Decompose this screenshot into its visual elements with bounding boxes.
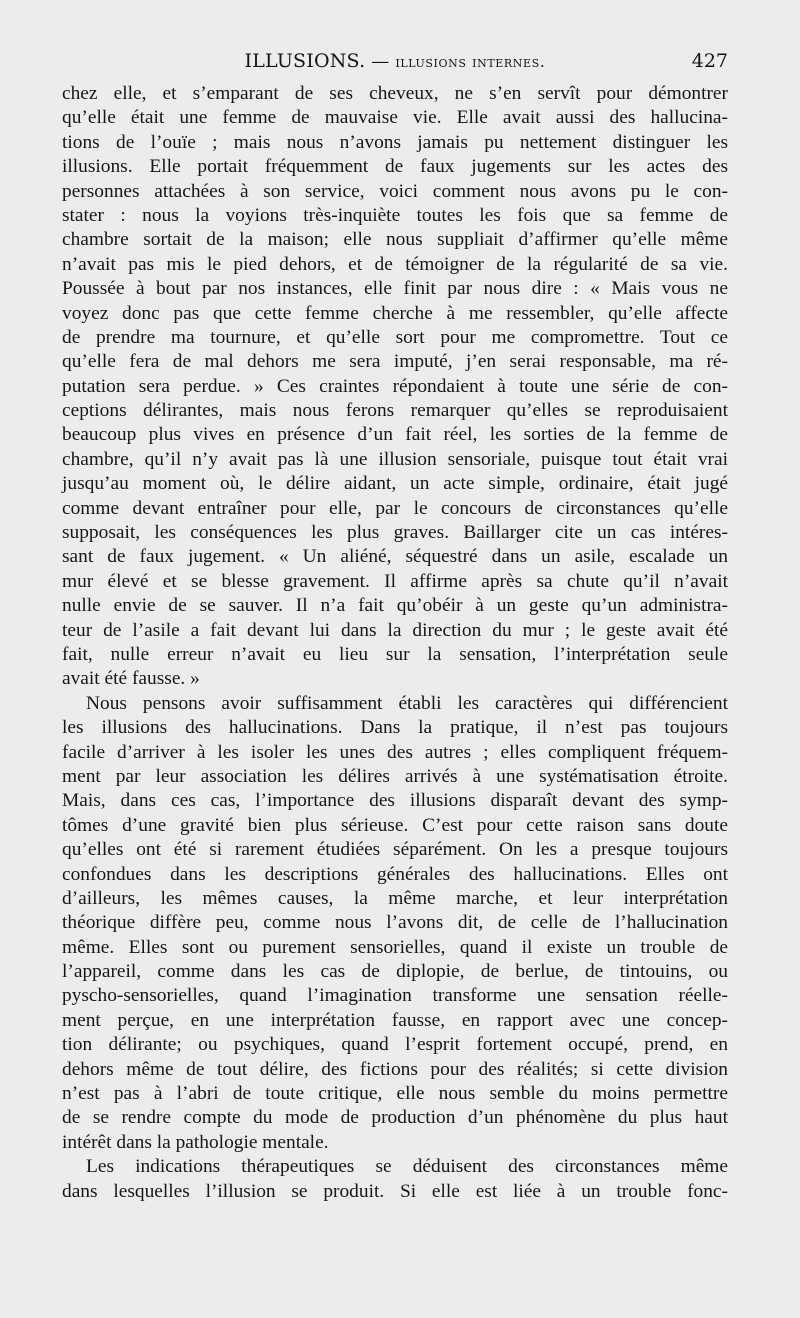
text-line: facile d’arriver à les isoler les unes des autres ; elles compliquent fréquem- <box>62 741 728 763</box>
header-subtitle: illusions internes. <box>395 52 546 71</box>
text-line: dans lesquelles l’illusion se produit. Si elle est liée à un trouble fonc- <box>62 1180 728 1202</box>
text-line: même. Elles sont ou purement sensorielles, quand il existe un trouble de <box>62 936 728 958</box>
text-line: n’est pas à l’abri de toute critique, elle nous semble du moins permettre <box>62 1083 728 1105</box>
text-line: pyscho-sensorielles, quand l’imagination transforme une sensation réelle- <box>62 985 728 1007</box>
text-line: l’appareil, comme dans les cas de diplopie, de berlue, de tintouins, ou <box>62 961 728 983</box>
text-line: qu’elle fera de mal dehors me sera imputé, j’en serai responsable, ma ré- <box>62 351 728 373</box>
text-line: tion délirante; ou psychiques, quand l’esprit fortement occupé, prend, en <box>62 1034 728 1056</box>
text-line: avait été fausse. » <box>62 668 200 690</box>
header-separator: — <box>371 51 390 72</box>
paragraph <box>62 82 728 692</box>
text-line: chambre, qu’il n’y avait pas là une illusion sensoriale, puisque tout était vrai <box>62 448 728 470</box>
text-line: supposait, les conséquences les plus graves. Baillarger cite un cas intéres- <box>62 522 728 544</box>
text-line: sant de faux jugement. « Un aliéné, séquestré dans un asile, escalade un <box>62 546 728 568</box>
text-line: ment par leur association les délires arrivés à une systématisation étroite. <box>62 765 728 787</box>
text-line: intérêt dans la pathologie mentale. <box>62 1131 329 1153</box>
text-line: n’avait pas mis le pied dehors, et de témoigner de la régularité de sa vie. <box>62 253 728 275</box>
text-line: fait, nulle erreur n’avait eu lieu sur la sensation, l’interprétation seule <box>62 643 728 665</box>
text-line: confondues dans les descriptions générales des hallucinations. Elles ont <box>62 863 728 885</box>
text-line: qu’elle était une femme de mauvaise vie. Elle avait aussi des hallucina- <box>62 107 728 129</box>
text-line: de prendre ma tournure, et qu’elle sort pour me compromettre. Tout ce <box>62 326 728 348</box>
text-line: tômes d’une gravité bien plus sérieuse. C’est pour cette raison sans doute <box>62 814 728 836</box>
text-line: mur élevé et se blesse gravement. Il affirme après sa chute qu’il n’avait <box>62 570 728 592</box>
text-line: tions de l’ouïe ; mais nous n’avons jamais pu nettement distinguer les <box>62 131 728 153</box>
text-line: voyez donc pas que cette femme cherche à me ressembler, qu’elle affecte <box>62 302 728 324</box>
header-title: ILLUSIONS. <box>244 50 366 72</box>
text-line: théorique diffère peu, comme nous l’avons dit, de celle de l’hallucination <box>62 912 728 934</box>
text-line: comme devant entraîner pour elle, par le concours de circonstances qu’elle <box>62 497 728 519</box>
text-line: personnes attachées à son service, voici comment nous avons pu le con- <box>62 180 728 202</box>
text-line: Les indications thérapeutiques se déduisent des circonstances même <box>86 1156 728 1178</box>
body-text <box>62 82 728 1204</box>
text-line: beaucoup plus vives en présence d’un fait réel, les sorties de la femme de <box>62 424 728 446</box>
text-line: de se rendre compte du mode de production d’un phénomène du plus haut <box>62 1107 728 1129</box>
text-line: ceptions délirantes, mais nous ferons remarquer qu’elles se reproduisaient <box>62 400 728 422</box>
text-line: dehors même de tout délire, des fictions pour des réalités; si cette division <box>62 1058 728 1080</box>
text-line: chambre sortait de la maison; elle nous suppliait d’affirmer qu’elle même <box>62 229 728 251</box>
text-line: teur de l’asile a fait devant lui dans la direction du mur ; le geste avait été <box>62 619 728 641</box>
text-line: jusqu’au moment où, le délire aidant, un acte simple, ordinaire, était jugé <box>62 473 728 495</box>
text-line: qu’elles ont été si rarement étudiées séparément. On les a presque toujours <box>62 839 728 861</box>
text-line: Poussée à bout par nos instances, elle finit par nous dire : « Mais vous ne <box>62 278 728 300</box>
text-line: les illusions des hallucinations. Dans la pratique, il n’est pas toujours <box>62 717 728 739</box>
text-line: illusions. Elle portait fréquemment de faux jugements sur les actes des <box>62 156 728 178</box>
text-line: putation sera perdue. » Ces craintes répondaient à toute une série de con- <box>62 375 728 397</box>
text-line: Mais, dans ces cas, l’importance des illusions disparaît devant des symp- <box>62 790 728 812</box>
text-line: d’ailleurs, les mêmes causes, la même marche, et leur interprétation <box>62 887 728 909</box>
paragraph <box>62 1155 728 1204</box>
running-header <box>62 50 728 76</box>
running-title <box>62 50 728 72</box>
page-number: 427 <box>691 50 728 72</box>
text-line: Nous pensons avoir suffisamment établi les caractères qui différencient <box>86 692 728 714</box>
text-line: chez elle, et s’emparant de ses cheveux, ne s’en servît pour démontrer <box>62 83 728 104</box>
text-line: ment perçue, en une interprétation fausse, en rapport avec une concep- <box>62 1009 728 1031</box>
text-line: stater : nous la voyions très-inquiète toutes les fois que sa femme de <box>62 204 728 226</box>
paragraph <box>62 692 728 1155</box>
text-line: nulle envie de se sauver. Il n’a fait qu’obéir à un geste qu’un administra- <box>62 595 728 617</box>
